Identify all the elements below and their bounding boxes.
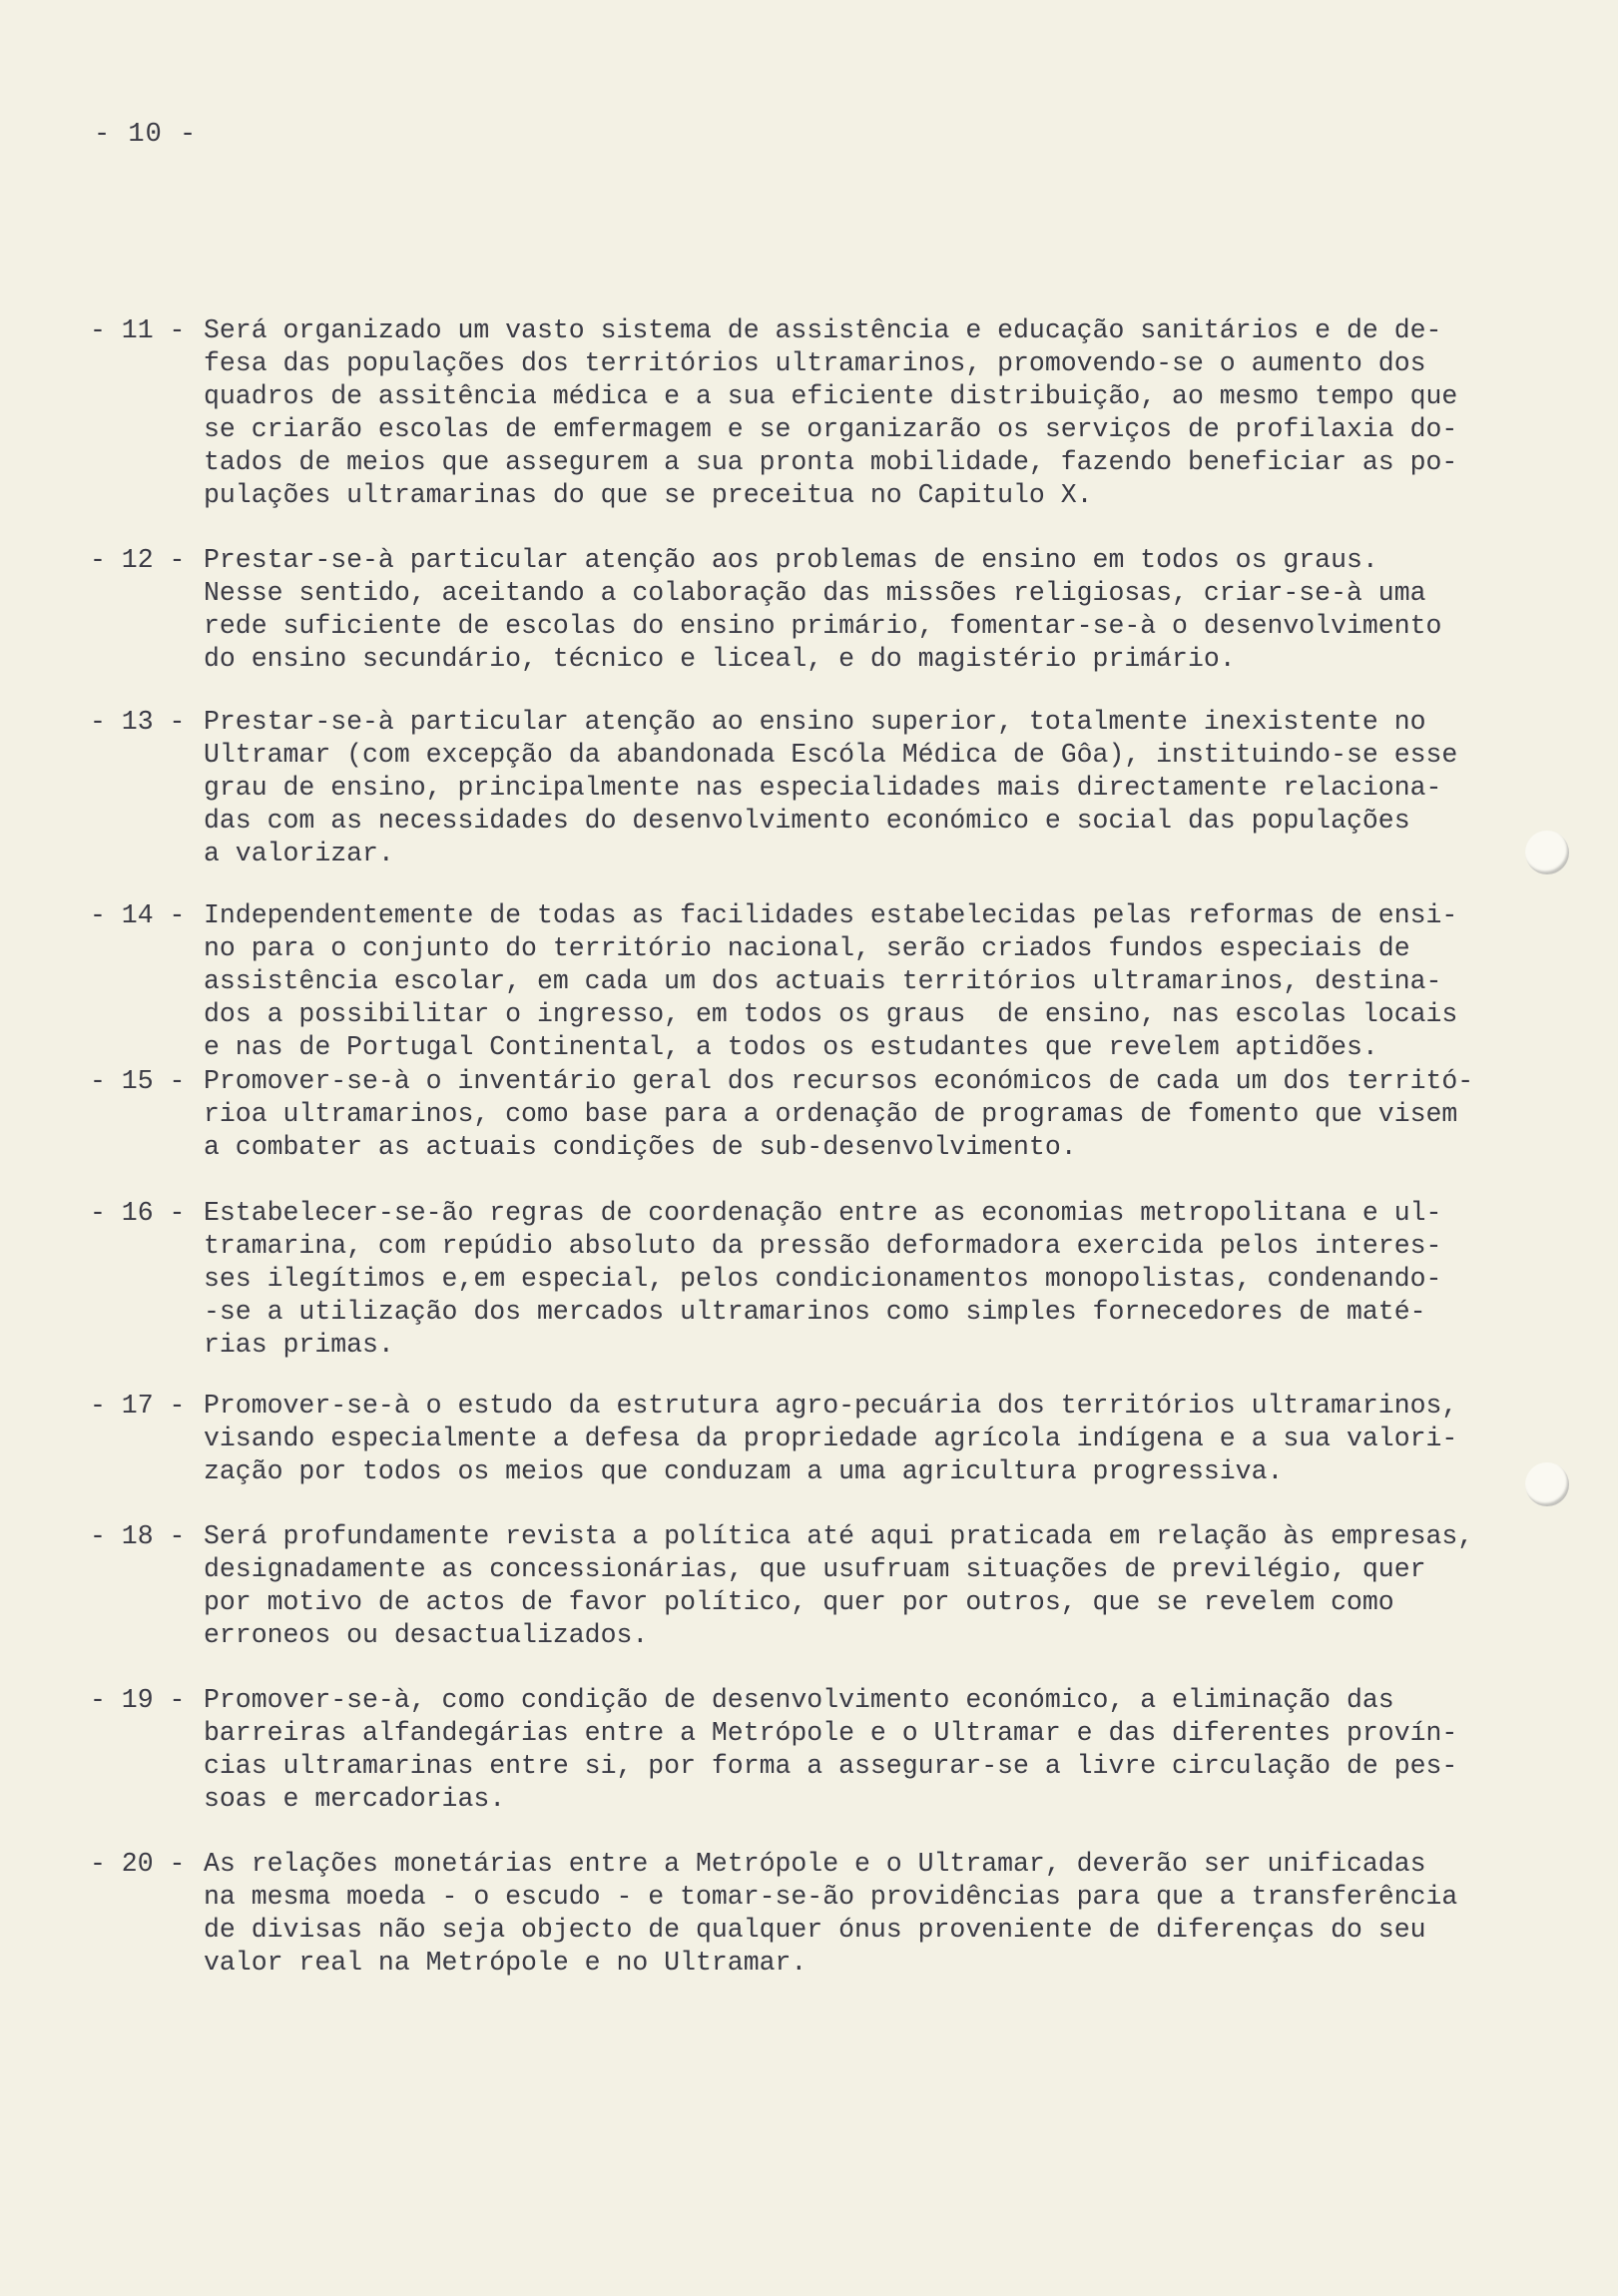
- paragraph-text: [204, 1684, 1561, 1816]
- text-line: Ultramar (com excepção da abandonada Escóla Médica de Gôa), instituindo-se esse: [204, 740, 1458, 770]
- text-line: fesa das populações dos territórios ultramarinos, promovendo-se o aumento dos: [204, 348, 1426, 378]
- paragraph-number: - 19 -: [90, 1685, 186, 1715]
- text-line: grau de ensino, principalmente nas especialidades mais directamente relaciona-: [204, 773, 1442, 803]
- paragraph-number: - 14 -: [90, 900, 186, 930]
- paragraph-number: - 17 -: [90, 1391, 186, 1421]
- text-line: pulações ultramarinas do que se preceitua no Capitulo X.: [204, 480, 1093, 510]
- text-line: Será profundamente revista a política até aqui praticada em relação às empresas,: [204, 1521, 1474, 1551]
- paragraph-number: - 16 -: [90, 1198, 186, 1228]
- paragraph-text: [204, 899, 1561, 1064]
- paragraph-text: [204, 544, 1561, 676]
- text-line: por motivo de actos de favor político, quer por outros, que se revelem como: [204, 1587, 1394, 1617]
- text-line: Promover-se-à o estudo da estrutura agro-pecuária dos territórios ultramarinos,: [204, 1391, 1458, 1421]
- text-line: rioa ultramarinos, como base para a ordenação de programas de fomento que visem: [204, 1099, 1458, 1129]
- text-line: designadamente as concessionárias, que usufruam situações de previlégio, quer: [204, 1554, 1426, 1584]
- paragraph-number: - 15 -: [90, 1066, 186, 1096]
- paragraph-text: [204, 1197, 1561, 1362]
- text-line: quadros de assitência médica e a sua eficiente distribuição, ao mesmo tempo que: [204, 381, 1458, 411]
- text-line: soas e mercadorias.: [204, 1784, 506, 1814]
- text-line: tramarina, com repúdio absoluto da pressão deformadora exercida pelos interes-: [204, 1231, 1442, 1261]
- text-line: Prestar-se-à particular atenção ao ensino superior, totalmente inexistente no: [204, 707, 1426, 737]
- paragraph-number: - 12 -: [90, 545, 186, 575]
- text-line: barreiras alfandegárias entre a Metrópole e o Ultramar e das diferentes provín-: [204, 1718, 1458, 1748]
- text-line: Independentemente de todas as facilidades estabelecidas pelas reformas de ensi-: [204, 900, 1458, 930]
- text-line: As relações monetárias entre a Metrópole e o Ultramar, deverão ser unificadas: [204, 1849, 1426, 1879]
- text-line: se criarão escolas de emfermagem e se organizarão os serviços de profilaxia do-: [204, 414, 1458, 444]
- text-line: Promover-se-à o inventário geral dos recursos económicos de cada um dos territó-: [204, 1066, 1474, 1096]
- paragraph-text: [204, 706, 1561, 870]
- text-line: e nas de Portugal Continental, a todos os estudantes que revelem aptidões.: [204, 1032, 1378, 1062]
- text-line: Nesse sentido, aceitando a colaboração das missões religiosas, criar-se-à uma: [204, 578, 1426, 608]
- text-line: valor real na Metrópole e no Ultramar.: [204, 1948, 808, 1978]
- text-line: no para o conjunto do território nacional, serão criados fundos especiais de: [204, 933, 1410, 963]
- text-line: rede suficiente de escolas do ensino primário, fomentar-se-à o desenvolvimento: [204, 611, 1442, 641]
- paragraph-number: - 11 -: [90, 315, 186, 345]
- text-line: zação por todos os meios que conduzam a uma agricultura progressiva.: [204, 1456, 1284, 1486]
- text-line: dos a possibilitar o ingresso, em todos os graus de ensino, nas escolas locais: [204, 999, 1458, 1029]
- text-line: das com as necessidades do desenvolvimento económico e social das populações: [204, 806, 1410, 836]
- text-line: visando especialmente a defesa da propriedade agrícola indígena e a sua valori-: [204, 1424, 1458, 1453]
- paragraph-text: [204, 1065, 1561, 1164]
- text-line: Será organizado um vasto sistema de assistência e educação sanitários e de de-: [204, 315, 1442, 345]
- paragraph-text: [204, 1390, 1561, 1488]
- text-line: assistência escolar, em cada um dos actuais territórios ultramarinos, destina-: [204, 966, 1442, 996]
- paragraph-number: - 13 -: [90, 707, 186, 737]
- text-line: a combater as actuais condições de sub-desenvolvimento.: [204, 1132, 1077, 1162]
- text-line: Estabelecer-se-ão regras de coordenação entre as economias metropolitana e ul-: [204, 1198, 1442, 1228]
- text-line: cias ultramarinas entre si, por forma a assegurar-se a livre circulação de pes-: [204, 1751, 1458, 1781]
- text-line: tados de meios que assegurem a sua pronta mobilidade, fazendo beneficiar as po-: [204, 447, 1458, 477]
- text-line: de divisas não seja objecto de qualquer ónus proveniente de diferenças do seu: [204, 1915, 1426, 1945]
- page-number: - 10 -: [94, 120, 198, 150]
- paragraph-text: [204, 314, 1561, 512]
- paragraph-text: [204, 1520, 1561, 1652]
- text-line: ses ilegítimos e,em especial, pelos condicionamentos monopolistas, condenando-: [204, 1264, 1442, 1294]
- text-line: do ensino secundário, técnico e liceal, e do magistério primário.: [204, 644, 1236, 674]
- paragraph-number: - 18 -: [90, 1521, 186, 1551]
- paragraph-number: - 20 -: [90, 1849, 186, 1879]
- text-line: rias primas.: [204, 1330, 394, 1360]
- paragraph-text: [204, 1848, 1561, 1980]
- text-line: na mesma moeda - o escudo - e tomar-se-ão providências para que a transferência: [204, 1882, 1458, 1912]
- text-line: a valorizar.: [204, 839, 394, 868]
- text-line: erroneos ou desactualizados.: [204, 1620, 649, 1650]
- text-line: Prestar-se-à particular atenção aos problemas de ensino em todos os graus.: [204, 545, 1378, 575]
- text-line: Promover-se-à, como condição de desenvolvimento económico, a eliminação das: [204, 1685, 1394, 1715]
- punch-hole: [1525, 831, 1569, 874]
- punch-hole: [1525, 1462, 1569, 1506]
- text-line: -se a utilização dos mercados ultramarinos como simples fornecedores de maté-: [204, 1297, 1426, 1327]
